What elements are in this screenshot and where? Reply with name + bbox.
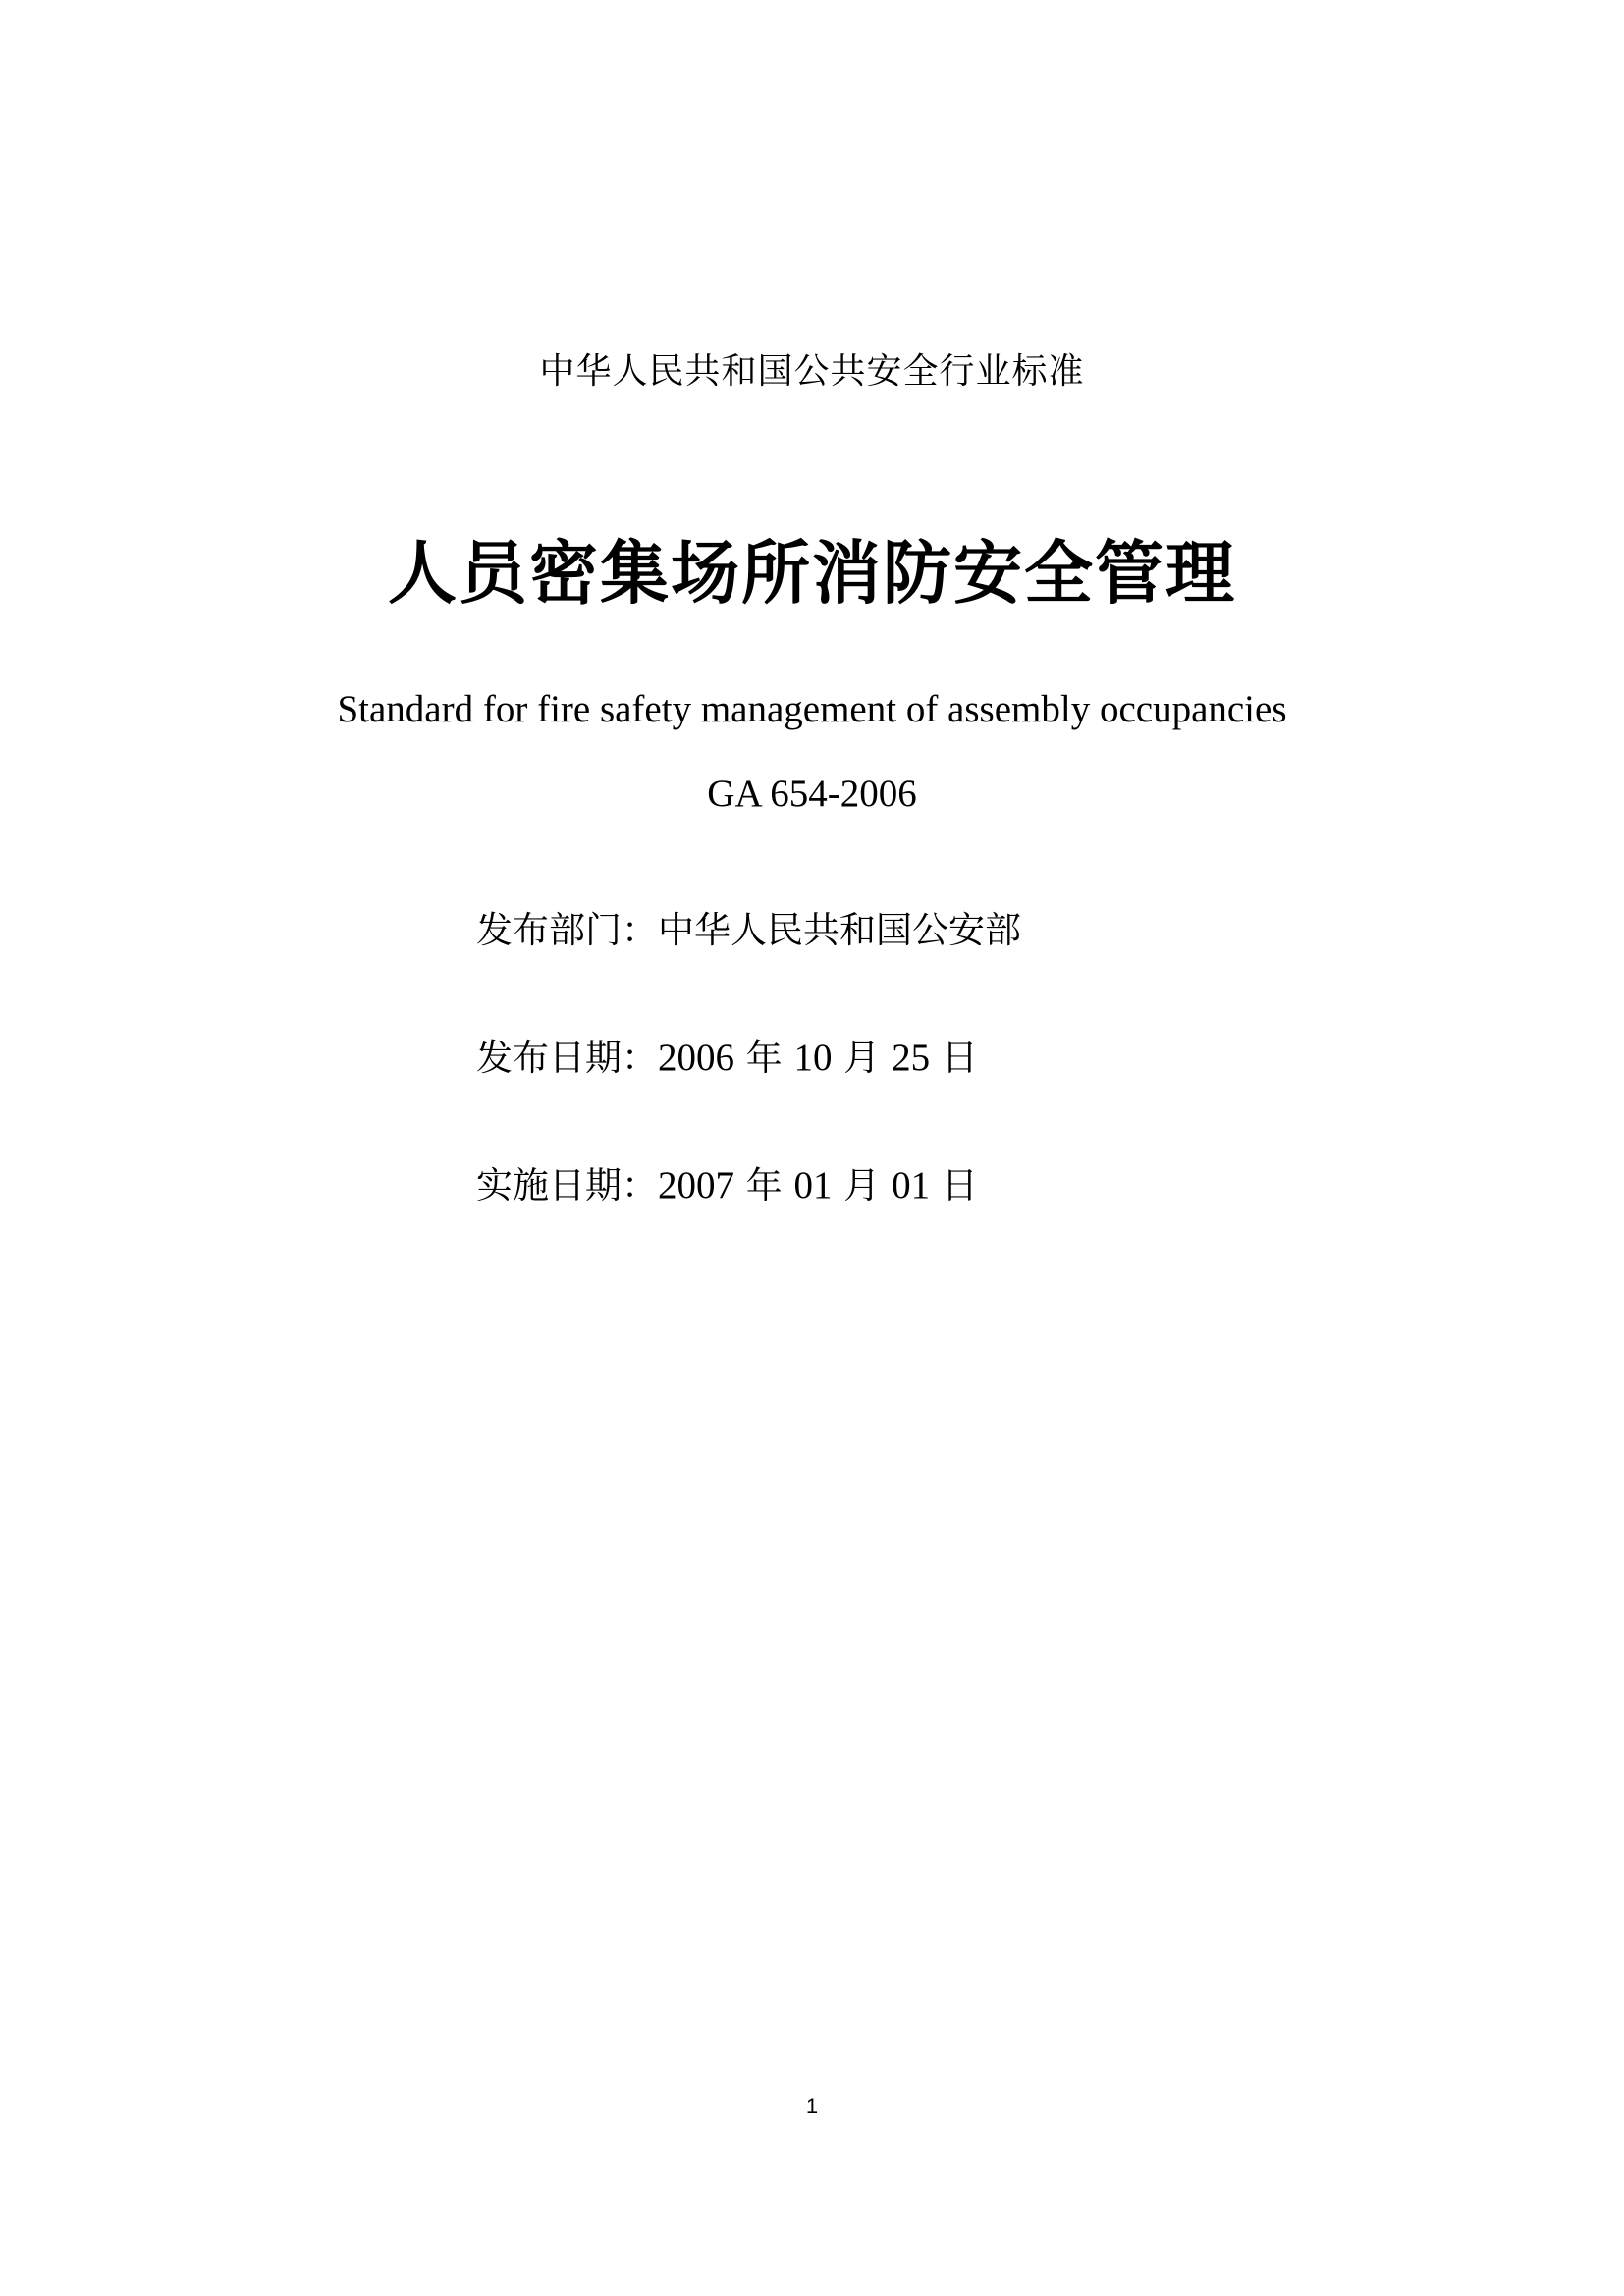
issue-date-month: 10 xyxy=(793,1037,833,1079)
document-title: 人员密集场所消防安全管理 xyxy=(388,532,1236,614)
page-number: 1 xyxy=(805,2094,819,2118)
standard-code: GA 654-2006 xyxy=(707,773,917,815)
effective-date-label: 实施日期： xyxy=(476,1164,658,1206)
issue-date-day-unit: 日 xyxy=(930,1037,978,1079)
issue-date-year: 2006 xyxy=(658,1037,734,1079)
effective-date-year: 2007 xyxy=(658,1164,734,1206)
effective-date-month-unit: 月 xyxy=(832,1164,893,1206)
issue-date-row xyxy=(476,1028,978,1081)
effective-date-year-unit: 年 xyxy=(734,1164,794,1206)
issuer-label: 发布部门： xyxy=(476,909,658,951)
effective-date-day-unit: 日 xyxy=(930,1164,978,1206)
issuer-value: 中华人民共和国公安部 xyxy=(658,909,1021,951)
issue-date-month-unit: 月 xyxy=(832,1037,893,1079)
effective-date-row xyxy=(476,1155,978,1208)
issue-date-day: 25 xyxy=(892,1037,931,1079)
effective-date-day: 01 xyxy=(892,1164,931,1206)
effective-date-month: 01 xyxy=(793,1164,833,1206)
document-title-english: Standard for fire safety management of assembly occupancies xyxy=(337,688,1287,730)
issue-date-year-unit: 年 xyxy=(734,1037,794,1079)
issue-date-label: 发布日期： xyxy=(476,1037,658,1079)
standard-category-header: 中华人民共和国公共安全行业标准 xyxy=(539,351,1085,392)
issuer-row xyxy=(476,900,1021,953)
